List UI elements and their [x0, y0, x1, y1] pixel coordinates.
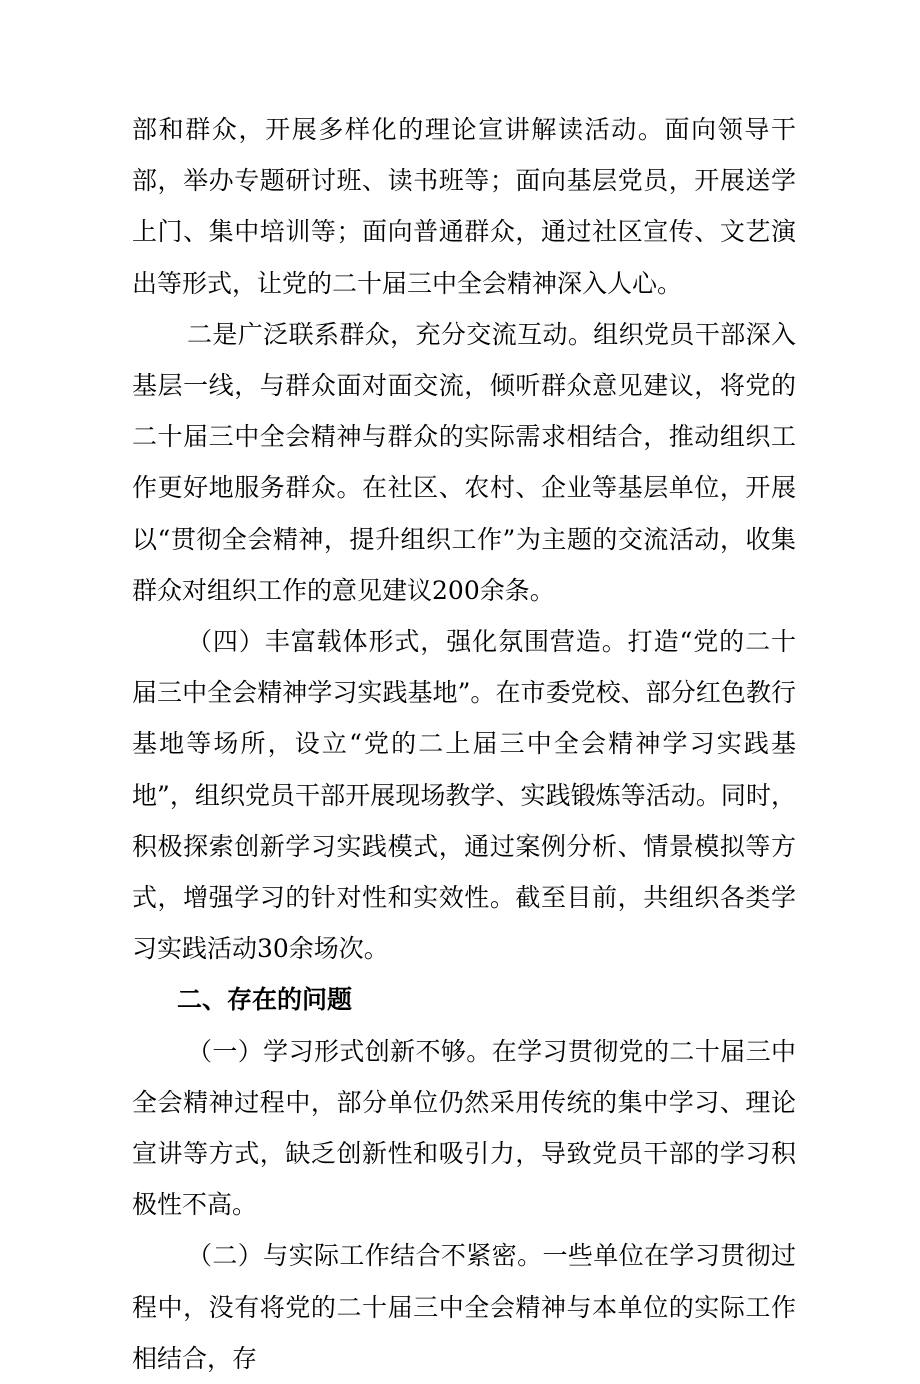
- section-heading-problems: 二、存在的问题: [177, 985, 353, 1015]
- paragraph-carrier-forms: （四）丰富载体形式，强化氛围营造。打造“党的二十届三中全会精神学习实践基地”。在市委党校、部分红色教行基地等场所，设立“党的二上届三中全会精神学习实践基地”，组织党员干部开展现场教学、实践锻炼等活动。同时，积极探索创新学习实践模式，通过案例分析、情景模拟等方式，增强学习的针对性和实效性。截至目前，共组织各类学习实践活动30余场次。: [132, 627, 796, 964]
- paragraph-problem-1: （一）学习形式创新不够。在学习贯彻党的二十届三中全会精神过程中，部分单位仍然采用传统的集中学习、理论宣讲等方式，缺乏创新性和吸引力，导致党员干部的学习积极性不高。: [132, 1036, 796, 1220]
- paragraph-contact-masses: 二是广泛联系群众，充分交流互动。组织党员干部深入基层一线，与群众面对面交流，倾听群众意见建议，将党的二十届三中全会精神与群众的实际需求相结合，推动组织工作更好地服务群众。在社区、农村、企业等基层单位，开展以“贯彻全会精神，提升组织工作”为主题的交流活动，收集群众对组织工作的意见建议200余条。: [132, 319, 796, 605]
- paragraph-problem-2: （二）与实际工作结合不紧密。一些单位在学习贯彻过程中，没有将党的二十届三中全会精神与本单位的实际工作相结合，存: [132, 1241, 796, 1373]
- paragraph-continuation: 部和群众，开展多样化的理论宣讲解读活动。面向领导干部，举办专题研讨班、读书班等；面向基层党员，开展送学上门、集中培训等；面向普通群众，通过社区宣传、文艺演出等形式，让党的二十届三中全会精神深入人心。: [132, 115, 796, 298]
- document-body: [132, 104, 796, 1384]
